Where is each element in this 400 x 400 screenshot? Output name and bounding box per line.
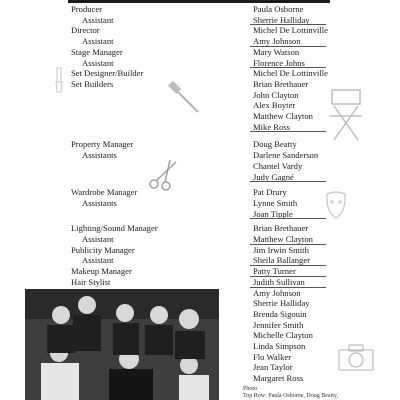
credit-person: Jean Taylor [253, 362, 293, 373]
section-divider [250, 131, 326, 132]
credit-person: Margaret Ross [253, 373, 304, 384]
section-divider [250, 218, 326, 219]
credit-row [0, 150, 400, 161]
credit-role: Assistant [82, 57, 114, 68]
credit-row [0, 25, 400, 36]
credit-person: Patty Turner [253, 266, 296, 277]
credit-role: Assistants [82, 150, 117, 161]
credit-role: Lighting/Sound Manager [71, 223, 158, 234]
credit-person: Paula Osborne [253, 4, 304, 14]
credit-role: Set Builders [71, 78, 114, 89]
credit-person: Linda Simpson [253, 341, 306, 351]
credit-person: Amy Johnson [253, 36, 301, 47]
credit-row [0, 277, 400, 288]
credit-person: Sherrie Halliday [253, 298, 310, 309]
credit-person: Brian Brethauer [253, 223, 309, 234]
credit-person: Michelle Clayton [253, 330, 313, 341]
credit-role: Wardrobe Manager [71, 187, 138, 198]
credit-role: Producer [71, 4, 103, 14]
credit-row-continued [0, 172, 400, 183]
credit-role: Director [71, 25, 100, 36]
credit-role: Property Manager [71, 139, 134, 150]
credit-person: John Clayton [253, 89, 299, 100]
credit-person: Sherrie Halliday [253, 14, 310, 25]
credit-role: Publicity Manager [71, 244, 135, 255]
credit-row-continued [0, 161, 400, 172]
credit-row [0, 68, 400, 79]
credit-role: Makeup Manager [71, 266, 132, 277]
credit-person: Jennifer Smith [253, 319, 304, 330]
credit-row-continued [0, 122, 400, 133]
credit-role: Stage Manager [71, 46, 123, 57]
credit-row [0, 4, 400, 15]
credit-person: Flo Walker [253, 351, 292, 362]
credit-person: Mary Watson [253, 46, 300, 57]
credit-row [0, 234, 400, 245]
credit-row-continued [0, 209, 400, 220]
credit-row [0, 36, 400, 47]
credit-row [0, 139, 400, 150]
credit-role: Hair Stylist [71, 276, 111, 287]
credit-person: Mike Ross [253, 121, 291, 132]
credit-person: Matthew Clayton [253, 234, 313, 244]
credit-row [0, 187, 400, 198]
credit-person: Pat Drury [253, 187, 287, 198]
credit-person: Florence Johns [253, 57, 305, 68]
section-divider [250, 181, 326, 182]
credit-person: Michel De Lottinville [253, 25, 328, 36]
caption-heading: Photo [243, 386, 258, 392]
credit-role: Assistant [82, 255, 114, 266]
credit-role: Assistant [82, 36, 114, 47]
credit-person: Darlene Sanderson [253, 150, 319, 161]
credit-person: Judith Sullivan [253, 276, 305, 287]
credit-row [0, 255, 400, 266]
credit-person: Brian Brethauer [253, 78, 309, 89]
cast-photo [25, 289, 219, 400]
credit-row-continued [0, 90, 400, 101]
cast-photo-image [25, 289, 219, 400]
credit-row [0, 15, 400, 26]
credit-person: Jim Irwin Smith [253, 244, 309, 255]
credit-row-continued [0, 111, 400, 122]
credit-row [0, 47, 400, 58]
credit-person: Sheila Ballanger [253, 255, 311, 266]
credit-person: Chantel Vardy [253, 160, 303, 171]
credit-row [0, 223, 400, 234]
credit-role: Assistant [82, 14, 114, 25]
photo-caption [243, 386, 393, 400]
caption-text: Top Row: Paula Osborne, Doug Beatty, [243, 393, 339, 399]
credit-role: Assistants [82, 197, 117, 208]
credit-role: Set Designer/Builder [71, 68, 144, 79]
credit-person: Alex Boyter [253, 100, 296, 111]
credit-person: Brenda Sigouin [253, 308, 307, 319]
credit-person: Lynne Smith [253, 197, 298, 208]
credit-person: Matthew Clayton [253, 111, 313, 121]
credit-row [0, 79, 400, 90]
credit-row [0, 266, 400, 277]
credit-person: Joan Tipple [253, 208, 293, 219]
credit-role: Assistant [82, 234, 114, 244]
credit-row [0, 58, 400, 69]
credit-row-continued [0, 100, 400, 111]
credit-row [0, 198, 400, 209]
credit-person: Judy Gagné [253, 171, 294, 182]
credit-row [0, 245, 400, 256]
credit-person: Michel De Lottinville [253, 68, 328, 79]
credit-person: Amy Johnson [253, 287, 301, 298]
credit-person: Doug Beatty [253, 139, 297, 150]
